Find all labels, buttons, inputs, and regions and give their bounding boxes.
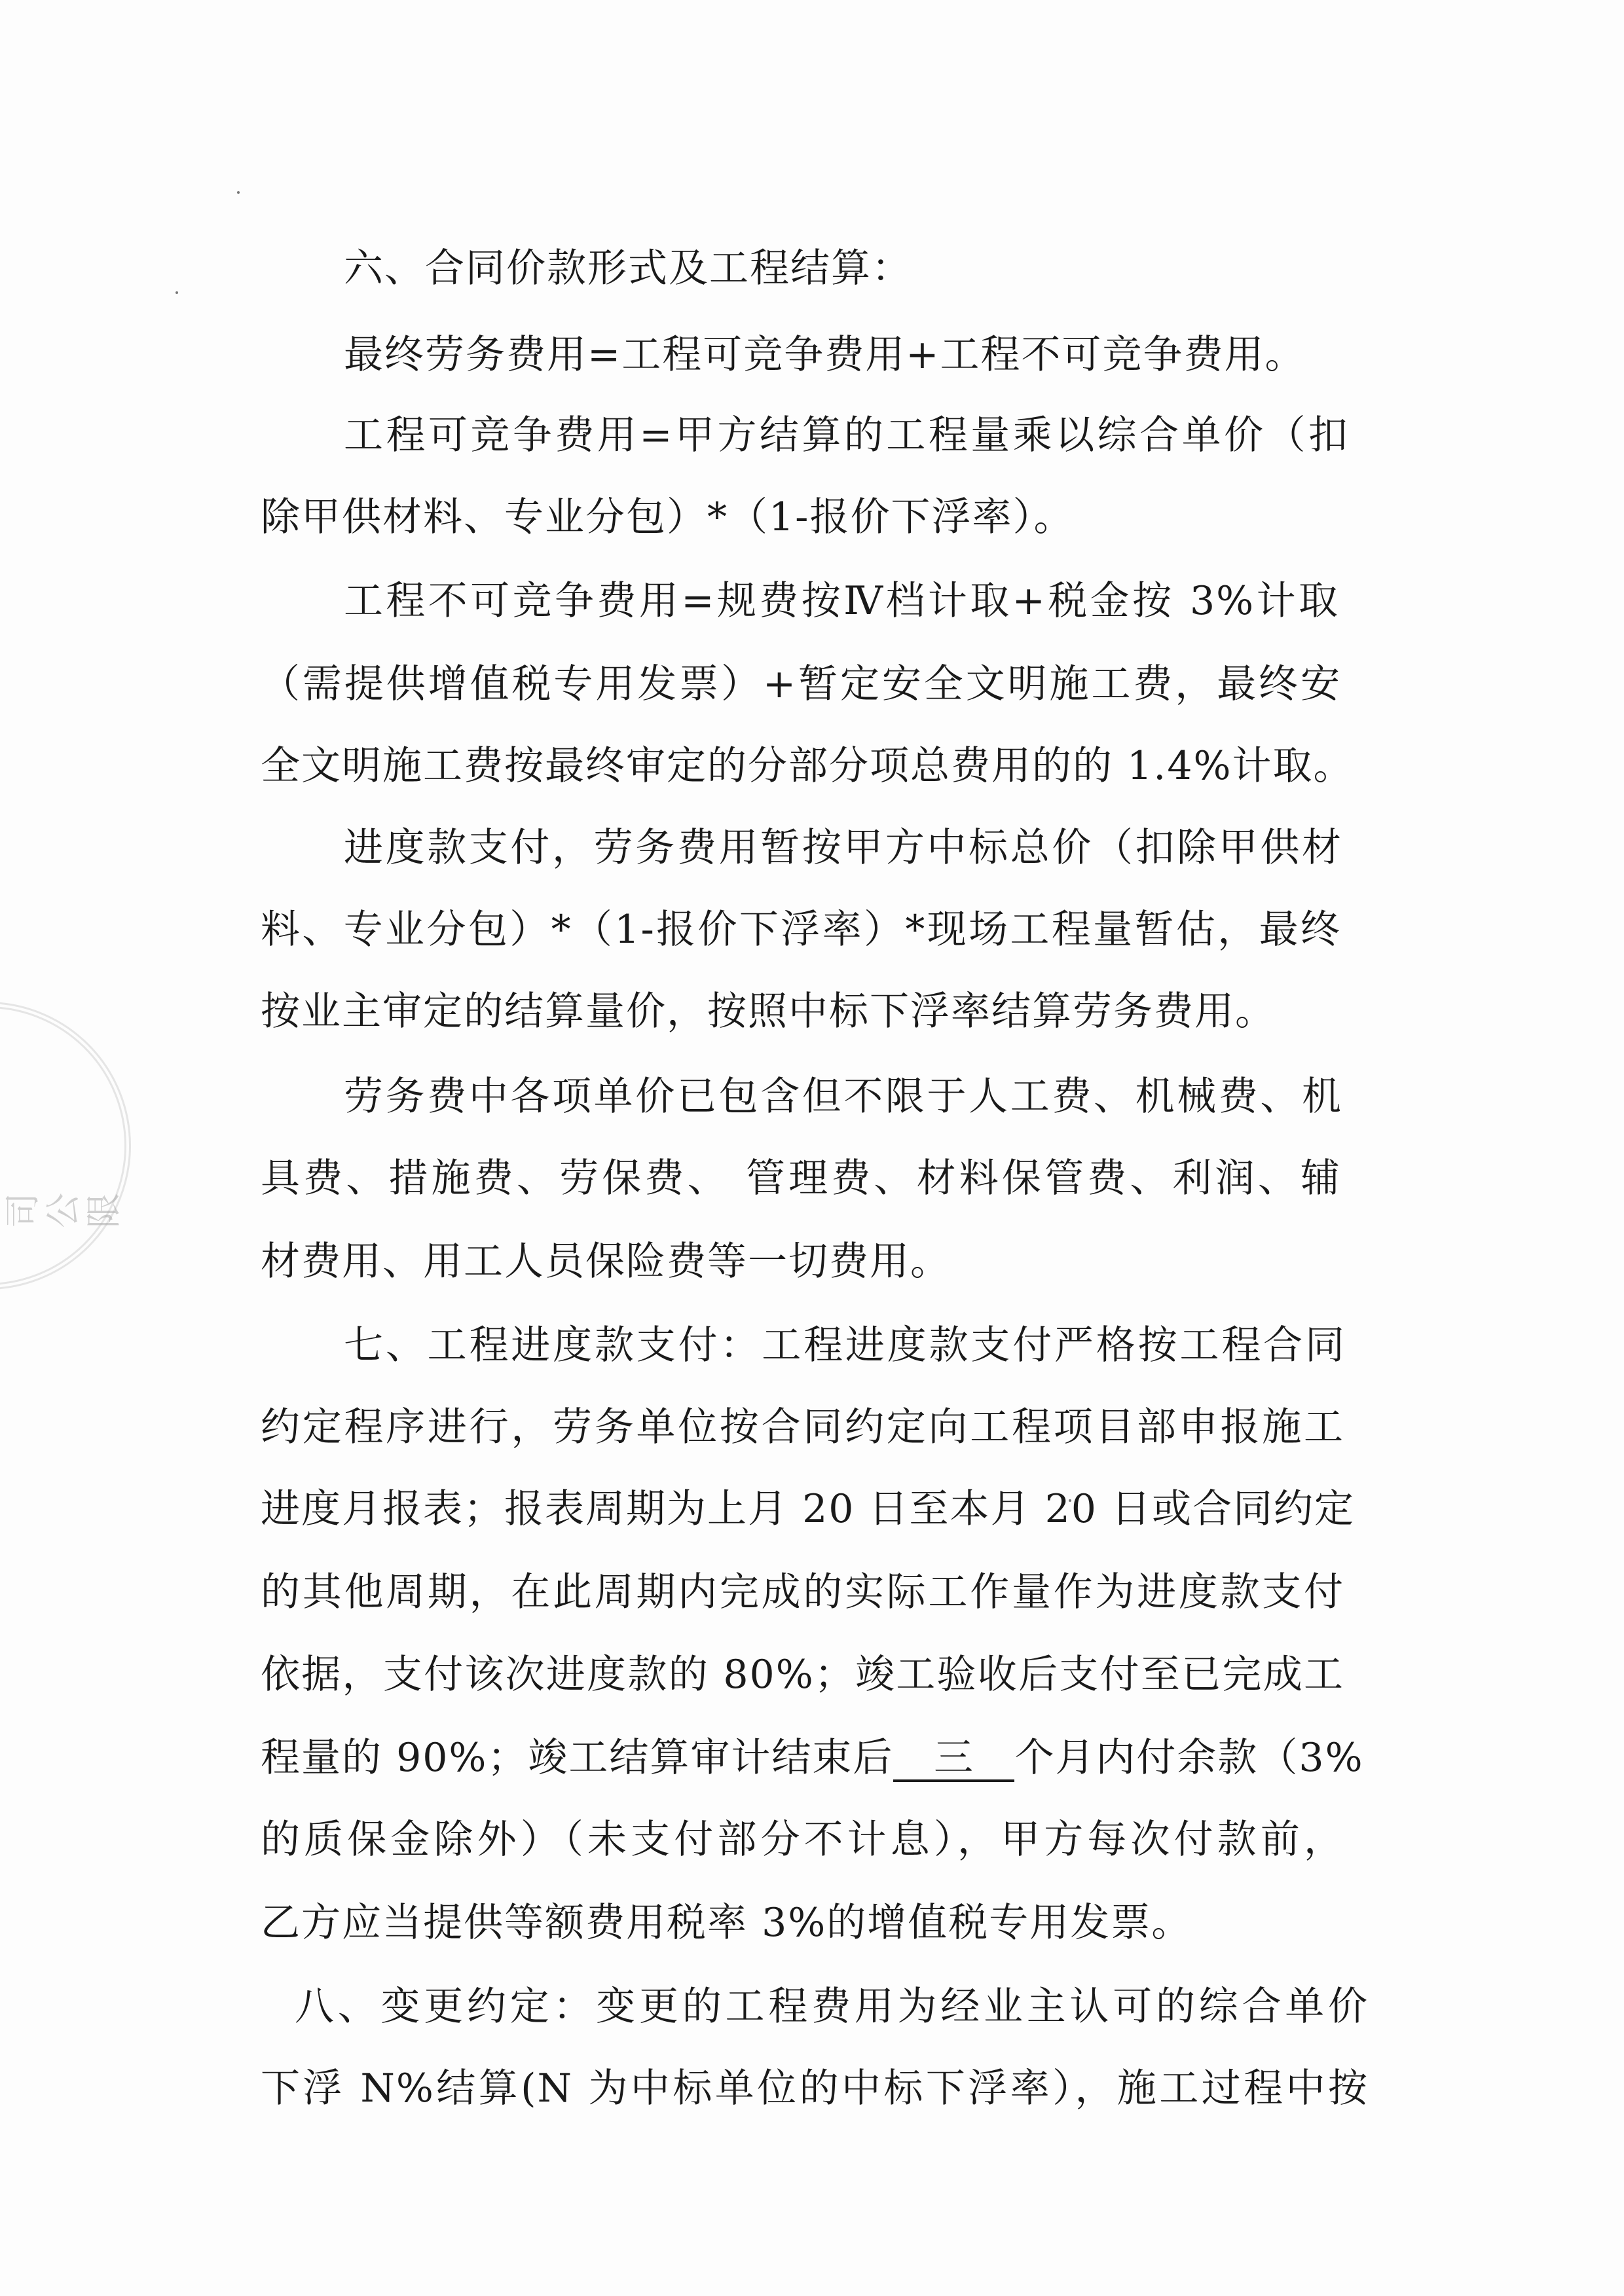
paragraph-line: 工程不可竞争费用=规费按Ⅳ档计取+税金按 3%计取 [344,578,1339,624]
paragraph-line: 下浮 N%结算(N 为中标单位的中标下浮率），施工过程中按 [261,2066,1369,2111]
paragraph-line: 约定程序进行，劳务单位按合同约定向工程项目部申报施工 [261,1404,1344,1450]
section-7-heading-line: 七、工程进度款支付：工程进度款支付严格按工程合同 [344,1322,1346,1368]
paragraph-line: 依据，支付该次进度款的 80%；竣工验收后支付至已完成工 [261,1652,1344,1698]
paragraph-line: 全文明施工费按最终审定的分部分项总费用的的 1.4%计取。 [261,743,1354,789]
seal-text: 司公限 [3,1192,126,1234]
section-6-heading: 六、合同价款形式及工程结算： [344,246,912,291]
paragraph-line: 的其他周期，在此周期内完成的实际工作量作为进度款支付 [261,1569,1344,1615]
paragraph-line: 按业主审定的结算量价，按照中标下浮率结算劳务费用。 [261,989,1276,1034]
paragraph-line: 除甲供材料、专业分包）*（1-报价下浮率）。 [261,494,1075,540]
paragraph-line: 料、专业分包）*（1-报价下浮率）*现场工程量暂估，最终 [261,907,1341,953]
paragraph-line: 具费、措施费、劳保费、 管理费、材料保管费、利润、辅 [261,1156,1341,1201]
company-seal-impression [0,1002,131,1290]
paragraph-line: 乙方应当提供等额费用税率 3%的增值税专用发票。 [261,1900,1192,1946]
paragraph-line: （需提供增值税专用发票）+暂定安全文明施工费，最终安 [261,661,1341,707]
paragraph-line: 进度月报表；报表周期为上月 20 日至本月 20 日或合同约定 [261,1486,1355,1532]
paragraph-line-with-blank [261,1732,1364,1784]
scan-speck [237,191,240,194]
paragraph-line: 材费用、用工人员保险费等一切费用。 [261,1239,951,1285]
filled-blank-months: 三 [893,1736,1014,1782]
line-text-before: 程量的 90%；竣工结算审计结束后 [261,1735,894,1781]
section-8-heading-line: 八、变更约定：变更的工程费用为经业主认可的综合单价 [295,1984,1369,2030]
scan-speck [175,291,178,294]
paragraph-line: 最终劳务费用=工程可竞争费用+工程不可竞争费用。 [344,332,1306,378]
paragraph-line: 劳务费中各项单价已包含但不限于人工费、机械费、机 [344,1074,1342,1120]
paragraph-line: 进度款支付，劳务费用暂按甲方中标总价（扣除甲供材 [344,825,1342,871]
paragraph-line: 的质保金除外）（未支付部分不计息），甲方每次付款前， [261,1817,1344,1863]
line-text-after: 个月内付余款（3% [1014,1735,1364,1781]
paragraph-line: 工程可竞争费用=甲方结算的工程量乘以综合单价（扣 [344,412,1349,458]
